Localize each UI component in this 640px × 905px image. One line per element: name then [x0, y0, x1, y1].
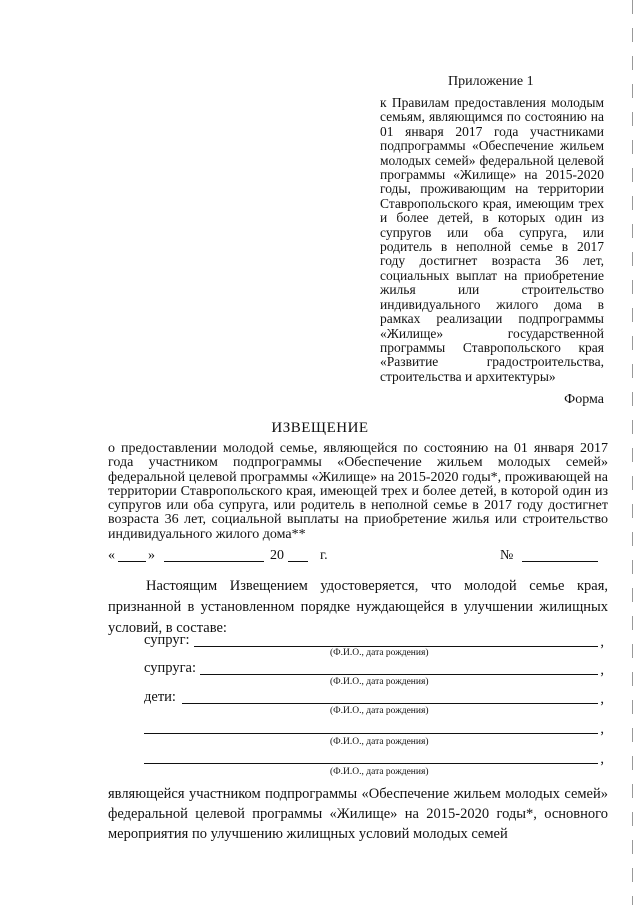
year-field[interactable] [288, 548, 308, 562]
appendix-body: к Правилам предоставления молодым семьям, являющимся по состоянию на 01 января 2017 года участниками подпрограммы «Обеспечение жильем молодых семей» федеральной целевой программы «Жилище» на 2015-2020 годы, проживающим на территории Ставропольского края, имеющим трех и более детей, в которых один из супругов или оба супруга, или родитель в неполной семье в 2017 году достигнет возраста 36 лет, социальных выплат на приобретение жилья или строительство индивидуального жилого дома в рамках реализации подпрограммы «Жилище» государственной программы Ставропольского края «Развитие градостроительства, строительства и архитектуры» [380, 95, 604, 384]
child-3-row [144, 749, 604, 767]
child-2-field[interactable] [144, 733, 598, 734]
notice-title: ИЗВЕЩЕНИЕ [271, 420, 369, 436]
child-3-field[interactable] [144, 763, 598, 764]
form-label: Форма [564, 392, 604, 407]
notice-subtitle: о предоставлении молодой семье, являющейся по состоянию на 01 января 2017 года участником подпрограммы «Обеспечение жильем молодых семей» федеральной целевой программы «Жилище» на 2015-2020 годы*, проживающей на территории Ставропольского края, имеющей трех и более детей, в которой один из супругов или оба супруга, или родитель в неполной семье в 2017 году достигнет возраста 36 лет, социальной выплаты на приобретение жилья или строительство индивидуального жилого дома** [108, 441, 608, 542]
child-1-hint: (Ф.И.О., дата рождения) [330, 706, 429, 716]
child-3-hint: (Ф.И.О., дата рождения) [330, 767, 429, 777]
number-field[interactable] [522, 548, 598, 562]
continuation-paragraph: являющейся участником подпрограммы «Обеспечение жильем молодых семей» федеральной целевой программы «Жилище» на 2015-2020 годы*, основного мероприятия по улучшению жилищных условий молодых семей [108, 786, 608, 842]
comma: , [600, 751, 604, 767]
scan-edge-line [632, 0, 633, 905]
intro-text: Настоящим Извещением удостоверяется, что молодой семье края, признанной в установленном порядке нуждающейся в улучшении жилищных условий, в составе: [108, 578, 608, 636]
spouse-f-label: супруга: [144, 660, 196, 676]
date-close-quote: » [148, 548, 155, 563]
day-field[interactable] [118, 548, 146, 562]
spouse-f-row [144, 660, 604, 678]
child-2-hint: (Ф.И.О., дата рождения) [330, 737, 429, 747]
spouse-m-field[interactable] [194, 646, 598, 647]
month-field[interactable] [164, 548, 264, 562]
appendix-title: Приложение 1 [448, 74, 534, 89]
intro-paragraph [108, 576, 608, 639]
year-prefix: 20 [270, 548, 284, 563]
child-1-field[interactable] [182, 703, 598, 704]
comma: , [600, 721, 604, 737]
date-open-quote: « [108, 548, 115, 563]
children-label: дети: [144, 689, 176, 705]
child-2-row [144, 719, 604, 737]
comma: , [600, 662, 604, 678]
year-suffix: г. [320, 548, 328, 563]
date-number-line [108, 548, 608, 568]
spouse-m-label: супруг: [144, 632, 190, 648]
comma: , [600, 691, 604, 707]
comma: , [600, 634, 604, 650]
children-row [144, 689, 604, 707]
spouse-m-hint: (Ф.И.О., дата рождения) [330, 648, 429, 658]
spouse-f-hint: (Ф.И.О., дата рождения) [330, 677, 429, 687]
spouse-f-field[interactable] [200, 674, 598, 675]
number-sign: № [500, 548, 514, 563]
